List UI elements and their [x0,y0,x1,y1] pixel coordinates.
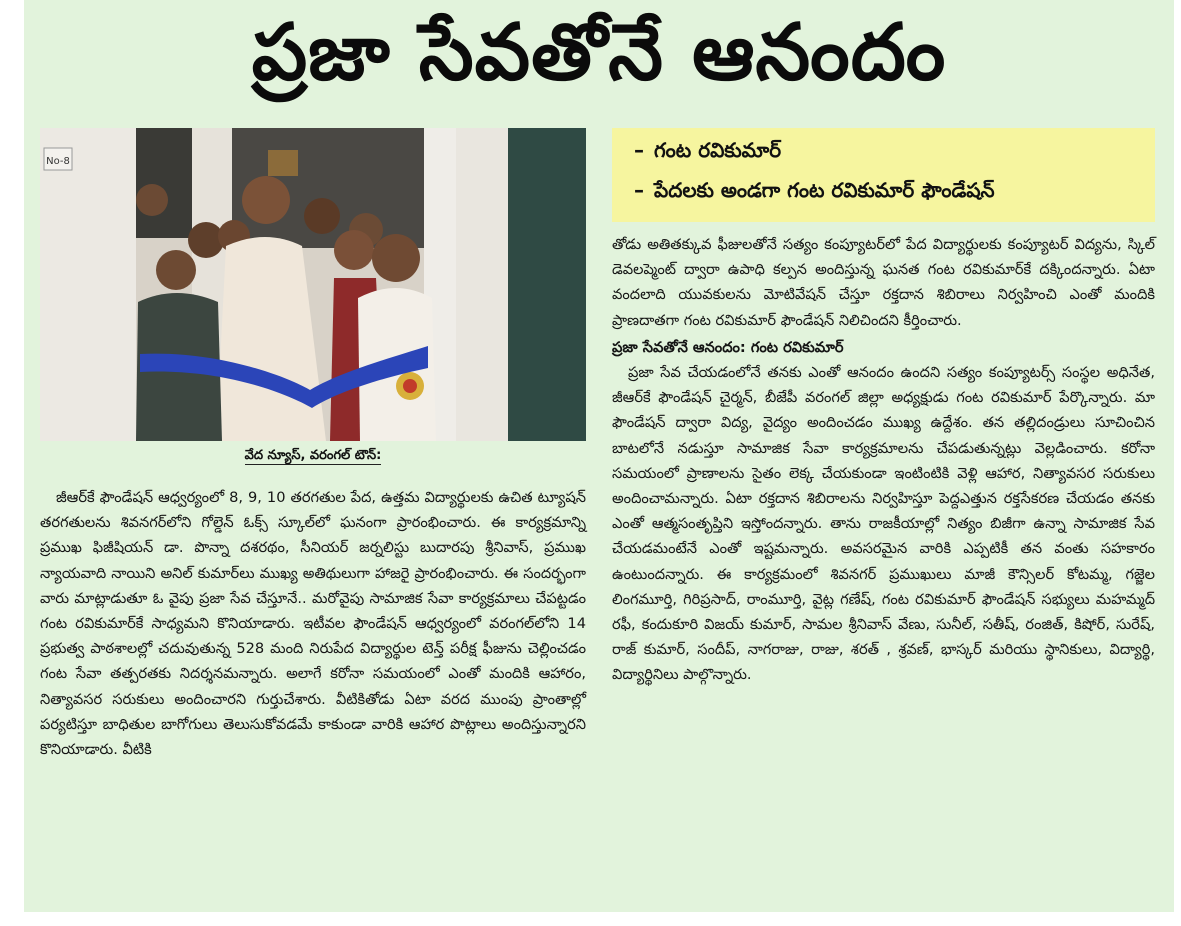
body-paragraph: తోడు అతితక్కువ ఫీజులతోనే సత్యం కంప్యూటర్‌లో పేద విద్యార్థులకు కంప్యూటర్ విద్యను, స్కిల్ డెవలప్మెంట్ ద్వారా ఉపాధి కల్పన అందిస్తున్న ఘనత గంట రవికుమార్‌కే దక్కిందన్నారు. ఏటా వందలాది యువకులను మోటివేషన్ చేస్తూ రక్తదాన శిబిరాలు నిర్వహించి ఎంతో మందికి ప్రాణదాతగా గంట రవికుమార్ ఫౌండేషన్ నిలిచిందని కీర్తించారు. [612,236,1155,329]
body-paragraph: ప్రజా సేవ చేయడంలోనే తనకు ఎంతో ఆనందం ఉందని సత్యం కంప్యూటర్స్ సంస్థల అధినేత, జీఆర్‌కే ఫౌండేషన్ చైర్మన్, బీజేపీ వరంగల్ జిల్లా అధ్యక్షుడు గంట రవికుమార్ పేర్కొన్నారు. మా ఫౌండేషన్ ద్వారా విద్య, వైద్యం అందించడం ముఖ్య ఉద్దేశం. తన తల్లిదండ్రులు సూచించిన బాటలోనే నడుస్తూ సామాజిక సేవా కార్యక్రమాలను చేపడుతున్నట్లు వెల్లడించారు. కరోనా సమయంలో ప్రాణాలను సైతం లెక్క చేయకుండా ఇంటింటికి వెళ్లి ఆహార, నిత్యావసర సరుకులు అందించామన్నారు. ఏటా రక్తదాన శిబిరాలను నిర్వహిస్తూ పెద్దఎత్తున రక్తసేకరణ చేయడం తనకు ఎంతో ఆత్మసంతృప్తిని ఇస్తోందన్నారు. తాను రాజకీయాల్లో నిత్యం బిజీగా ఉన్నా సామాజిక సేవ చేయడమంటేనే ఎంతో ఇష్టమన్నారు. అవసరమైన వారికి ఎప్పటికీ తన వంతు సహకారం ఉంటుందన్నారు. ఈ కార్యక్రమంలో శివనగర్ ప్రముఖులు మాజీ కౌన్సిలర్ కోటమ్మ, గజ్జెల లింగమూర్తి, గిరిప్రసాద్, రాంమూర్తి, వైట్ల గణేష్, గంట రవికుమార్ ఫౌండేషన్ సభ్యులు మహమ్మద్ రఫీ, కందుకూరి విజయ్ కుమార్, సామల శ్రీనివాస్ వేణు, సునీల్, సతీష్, రంజిత్, కిషోర్, సురేష్, రాజ్ కుమార్, సందీప్, నాగరాజు, రాజు, శరత్ , శ్రవణ్, భాస్కర్ మరియు స్థానికులు, విద్యార్థి, విద్యార్థినిలు పాల్గొన్నారు. [612,364,1155,684]
subheading: ప్రజా సేవతోనే ఆనందం: గంట రవికుమార్ [612,338,844,356]
highlight-line-1 [634,138,781,167]
right-column [612,232,1155,688]
event-photo [40,128,586,441]
highlight-line-2 [634,178,995,207]
highlight-name: గంట రవికుమార్ [654,138,782,162]
left-column [40,485,586,762]
caption-text: వేద న్యూస్, వరంగల్ టౌన్: [244,448,382,463]
highlight-box [612,128,1155,222]
dash: – [634,178,644,202]
highlight-subtitle: పేదలకు అండగా గంట రవికుమార్ ఫౌండేషన్ [654,178,995,202]
headline: ప్రజా సేవతోనే ఆనందం [251,7,947,98]
body-paragraph: జీఆర్‌కే ఫౌండేషన్ ఆధ్వర్యంలో 8, 9, 10 తరగతుల పేద, ఉత్తమ విద్యార్థులకు ఉచిత ట్యూషన్ తరగతులను శివనగర్‌లోని గోల్డెన్ ఓక్స్ స్కూల్‌లో ఘనంగా ప్రారంభించారు. ఈ కార్యక్రమాన్ని ప్రముఖ ఫిజీషియన్ డా. పొన్నా దశరథం, సీనియర్ జర్నలిస్టు బుదారపు శ్రీనివాస్, ప్రముఖ న్యాయవాది నాయిని అనిల్ కుమార్‌లు ముఖ్య అతిథులుగా హాజరై ప్రారంభించారు. ఈ సందర్భంగా వారు మాట్లాడుతూ ఓ వైపు ప్రజా సేవ చేస్తూనే.. మరోవైపు సామాజిక సేవా కార్యక్రమాలు చేపట్టడం గంట రవికుమార్‌కే సాధ్యమని కొనియాడారు. ఇటీవల ఫౌండేషన్ ఆధ్వర్యంలో వరంగల్‌లోని 14 ప్రభుత్వ పాఠశాలల్లో చదువుతున్న 528 మంది నిరుపేద విద్యార్థుల టెన్త్ పరీక్ష ఫీజును చెల్లించడం గంట సేవా తత్పరతకు నిదర్శనమన్నారు. అలాగే కరోనా సమయంలో ఎంతో మందికి ఆహారం, నిత్యావసర సరుకులు అందించారని గుర్తుచేశారు. వీటికితోడు ఏటా వరద ముంపు ప్రాంతాల్లో పర్యటిస్తూ బాధితుల బాగోగులు తెలుసుకోవడమే కాకుండా వారికి ఆహార పొట్లాలు అందిస్తున్నారని కొనియాడారు. వీటికి [40,489,586,759]
room-sign: No-8 [46,156,70,167]
caption [40,446,586,466]
ribbon-cutting-illustration [40,128,586,441]
dash: – [634,138,644,162]
